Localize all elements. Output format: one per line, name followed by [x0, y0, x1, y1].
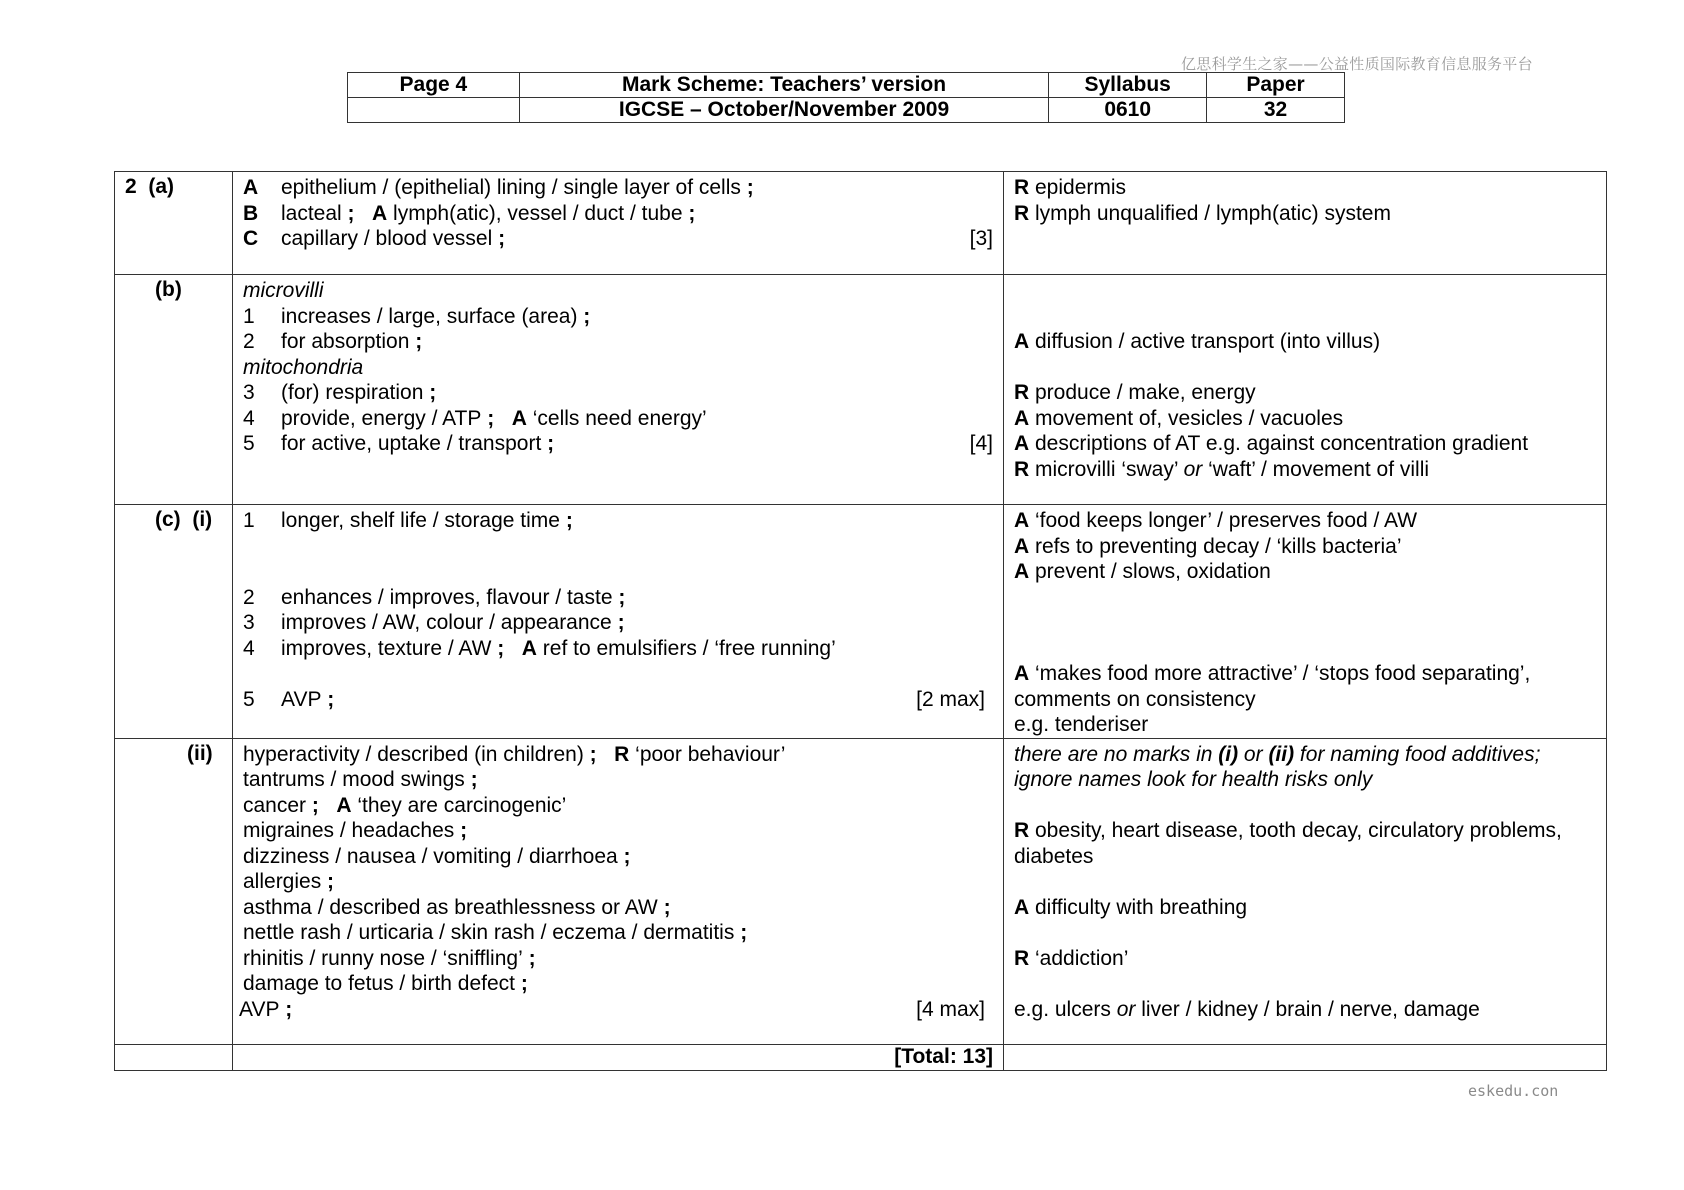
- item-number: 2: [243, 330, 255, 353]
- answer-text: enhances / improves, flavour / taste: [281, 585, 613, 609]
- guidance-cell: [1004, 738, 1607, 1044]
- answer-text: ref to emulsifiers / ‘free running’: [536, 636, 836, 660]
- semicolon: ;: [279, 997, 293, 1021]
- accept-marker: A: [511, 406, 527, 430]
- guidance-text: refs to preventing decay / ‘kills bacteria’: [1029, 534, 1402, 558]
- answer-line: [243, 226, 993, 252]
- accept-marker: A: [1014, 406, 1030, 430]
- item-number: 1: [243, 304, 255, 328]
- guidance-text: descriptions of AT e.g. against concentration gradient: [1029, 432, 1529, 455]
- semicolon: ;: [522, 946, 536, 970]
- item-number: 3: [243, 381, 255, 404]
- answer-text: AVP: [239, 997, 280, 1021]
- answer-text: nettle rash / urticaria / skin rash / eczema / dermatitis: [243, 921, 735, 944]
- guidance-text: ‘waft’ / movement of villi: [1202, 457, 1430, 481]
- answer-text: ‘cells need energy’: [526, 406, 707, 430]
- guidance-text: obesity, heart disease, tooth decay, circulatory problems,: [1029, 819, 1562, 842]
- semicolon: ;: [306, 793, 319, 817]
- semicolon: ;: [559, 509, 573, 532]
- item-number: 5: [243, 432, 255, 455]
- item-number: 3: [243, 611, 255, 634]
- answer-text: ‘poor behaviour’: [629, 742, 786, 766]
- total-marks: [Total: 13]: [233, 1044, 1004, 1070]
- semicolon: ;: [541, 432, 555, 455]
- answer-text: rhinitis / runny nose / ‘sniffling’: [243, 946, 523, 970]
- row-2ci: [115, 505, 1607, 739]
- row-2b: [115, 275, 1607, 505]
- answer-text: improves, texture / AW: [281, 636, 492, 660]
- answer-text: damage to fetus / birth defect: [243, 972, 515, 995]
- accept-marker: A: [1014, 432, 1030, 455]
- answer-text: cancer: [243, 793, 307, 817]
- question-label: (ii): [115, 738, 233, 1044]
- subheading: microvilli: [243, 279, 324, 302]
- guidance-text: produce / make, energy: [1029, 381, 1256, 404]
- answer-letter: B: [243, 201, 259, 225]
- guidance-text: diffusion / active transport (into villus): [1029, 330, 1381, 353]
- semicolon: ;: [491, 636, 505, 660]
- answer-text: dizziness / nausea / vomiting / diarrhoea: [243, 844, 618, 868]
- semicolon: ;: [492, 227, 506, 250]
- accept-marker: A: [1014, 330, 1030, 353]
- accept-marker: A: [1014, 895, 1030, 919]
- mark-allocation: [2 max]: [916, 687, 985, 711]
- guidance-text: ‘makes food more attractive’ / ‘stops food separating’,: [1029, 662, 1531, 685]
- semicolon: ;: [423, 381, 437, 404]
- answer-text: allergies: [243, 870, 322, 893]
- reject-marker: R: [1014, 457, 1030, 481]
- total-empty: [115, 1044, 233, 1070]
- item-number: 4: [243, 406, 255, 430]
- guidance-note: (i): [1218, 742, 1239, 766]
- accept-marker: A: [1014, 534, 1030, 558]
- guidance-text: ‘food keeps longer’ / preserves food / AW: [1029, 509, 1418, 532]
- row-2a: [115, 172, 1607, 275]
- answer-text: lacteal: [281, 201, 342, 225]
- answer-line: [243, 175, 993, 201]
- semicolon: ;: [611, 611, 625, 634]
- answer-text: capillary / blood vessel: [281, 227, 493, 250]
- semicolon: ;: [481, 406, 495, 430]
- answer-cell: [233, 738, 1004, 1044]
- reject-marker: R: [614, 742, 630, 766]
- header-paper: 32: [1207, 98, 1345, 123]
- header-paper-label: Paper: [1207, 73, 1345, 98]
- guidance-cell: [1004, 505, 1607, 739]
- guidance-text: movement of, vesicles / vacuoles: [1029, 406, 1344, 430]
- semicolon: ;: [740, 176, 754, 199]
- reject-marker: R: [1014, 201, 1030, 225]
- guidance-text: liver / kidney / brain / nerve, damage: [1135, 997, 1480, 1021]
- guidance-text: difficulty with breathing: [1029, 895, 1248, 919]
- header-page: Page 4: [348, 73, 520, 98]
- guidance-text: microvilli ‘sway’: [1029, 457, 1184, 481]
- semicolon: ;: [321, 870, 335, 893]
- answer-cell: [233, 275, 1004, 505]
- question-label: (b): [115, 275, 233, 505]
- answer-text: epithelium / (epithelial) lining / single layer of cells: [281, 176, 741, 199]
- guidance-text: comments on consistency: [1014, 687, 1256, 711]
- subheading: mitochondria: [243, 355, 364, 379]
- guidance-text: epidermis: [1029, 176, 1127, 199]
- guidance-note: there are no marks in: [1014, 742, 1219, 766]
- answer-text: longer, shelf life / storage time: [281, 509, 560, 532]
- answer-text: AVP: [281, 687, 322, 711]
- guidance-cell: [1004, 275, 1607, 505]
- answer-letter: C: [243, 227, 259, 250]
- semicolon: ;: [515, 972, 528, 995]
- item-number: 4: [243, 636, 255, 660]
- answer-line: [243, 201, 993, 227]
- answer-text: for absorption: [281, 330, 410, 353]
- guidance-note: for naming food additives;: [1294, 742, 1541, 766]
- answer-text: (for) respiration: [281, 381, 424, 404]
- guidance-note: or: [1238, 742, 1269, 766]
- reject-marker: R: [1014, 381, 1030, 404]
- guidance-note: (ii): [1268, 742, 1295, 766]
- semicolon: ;: [612, 585, 626, 609]
- accept-marker: A: [1014, 662, 1030, 685]
- answer-text: migraines / headaches: [243, 819, 455, 842]
- guidance-text: prevent / slows, oxidation: [1029, 560, 1271, 583]
- answer-text: for active, uptake / transport: [281, 432, 542, 455]
- answer-text: improves / AW, colour / appearance: [281, 611, 612, 634]
- guidance-or: or: [1183, 457, 1203, 481]
- answer-cell: [233, 505, 1004, 739]
- mark-allocation: [4]: [969, 432, 993, 455]
- accept-marker: A: [521, 636, 537, 660]
- semicolon: ;: [454, 819, 468, 842]
- header-exam: IGCSE – October/November 2009: [519, 98, 1048, 123]
- answer-text: lymph(atic), vessel / duct / tube: [387, 201, 683, 225]
- item-number: 1: [243, 509, 255, 532]
- question-label: (c) (i): [115, 505, 233, 739]
- guidance-note: ignore names look for health risks only: [1014, 768, 1373, 791]
- semicolon: ;: [321, 687, 335, 711]
- watermark-top: 亿思科学生之家——公益性质国际教育信息服务平台: [1181, 55, 1533, 73]
- reject-marker: R: [1014, 176, 1030, 199]
- semicolon: ;: [734, 921, 748, 944]
- reject-marker: R: [1014, 819, 1030, 842]
- mark-allocation: [3]: [969, 227, 993, 250]
- header-empty: [348, 98, 520, 123]
- mark-scheme-table: [114, 171, 1607, 1071]
- semicolon: ;: [583, 742, 597, 766]
- accept-marker: A: [1014, 509, 1030, 532]
- guidance-cell: [1004, 172, 1607, 275]
- semicolon: ;: [341, 201, 355, 225]
- accept-marker: A: [336, 793, 352, 817]
- semicolon: ;: [682, 201, 696, 225]
- answer-letter: A: [243, 176, 259, 199]
- semicolon: ;: [464, 768, 478, 791]
- total-guidance-empty: [1004, 1044, 1607, 1070]
- semicolon: ;: [657, 895, 671, 919]
- semicolon: ;: [617, 844, 631, 868]
- accept-marker: A: [372, 201, 388, 225]
- mark-allocation: [4 max]: [916, 997, 985, 1021]
- row-2cii: [115, 738, 1607, 1044]
- semicolon: ;: [577, 304, 591, 328]
- answer-text: tantrums / mood swings: [243, 768, 465, 791]
- answer-cell: [233, 172, 1004, 275]
- question-label: 2 (a): [115, 172, 233, 275]
- header-table: [347, 72, 1345, 123]
- accept-marker: A: [1014, 560, 1030, 583]
- guidance-text: e.g. tenderiser: [1014, 713, 1149, 736]
- guidance-text: lymph unqualified / lymph(atic) system: [1029, 201, 1391, 225]
- row-total: [115, 1044, 1607, 1070]
- watermark-bottom: eskedu.con: [1468, 1082, 1559, 1100]
- header-title: Mark Scheme: Teachers’ version: [519, 73, 1048, 98]
- guidance-text: e.g. ulcers: [1014, 997, 1117, 1021]
- answer-text: ‘they are carcinogenic’: [351, 793, 567, 817]
- answer-text: hyperactivity / described (in children): [243, 742, 584, 766]
- semicolon: ;: [409, 330, 423, 353]
- answer-text: provide, energy / ATP: [281, 406, 482, 430]
- item-number: 2: [243, 585, 255, 609]
- guidance-text: diabetes: [1014, 844, 1094, 868]
- answer-text: increases / large, surface (area): [281, 304, 578, 328]
- header-syllabus: 0610: [1049, 98, 1207, 123]
- header-syllabus-label: Syllabus: [1049, 73, 1207, 98]
- reject-marker: R: [1014, 946, 1030, 970]
- guidance-or: or: [1116, 997, 1136, 1021]
- answer-text: asthma / described as breathlessness or AW: [243, 895, 658, 919]
- item-number: 5: [243, 687, 255, 711]
- guidance-text: ‘addiction’: [1029, 946, 1129, 970]
